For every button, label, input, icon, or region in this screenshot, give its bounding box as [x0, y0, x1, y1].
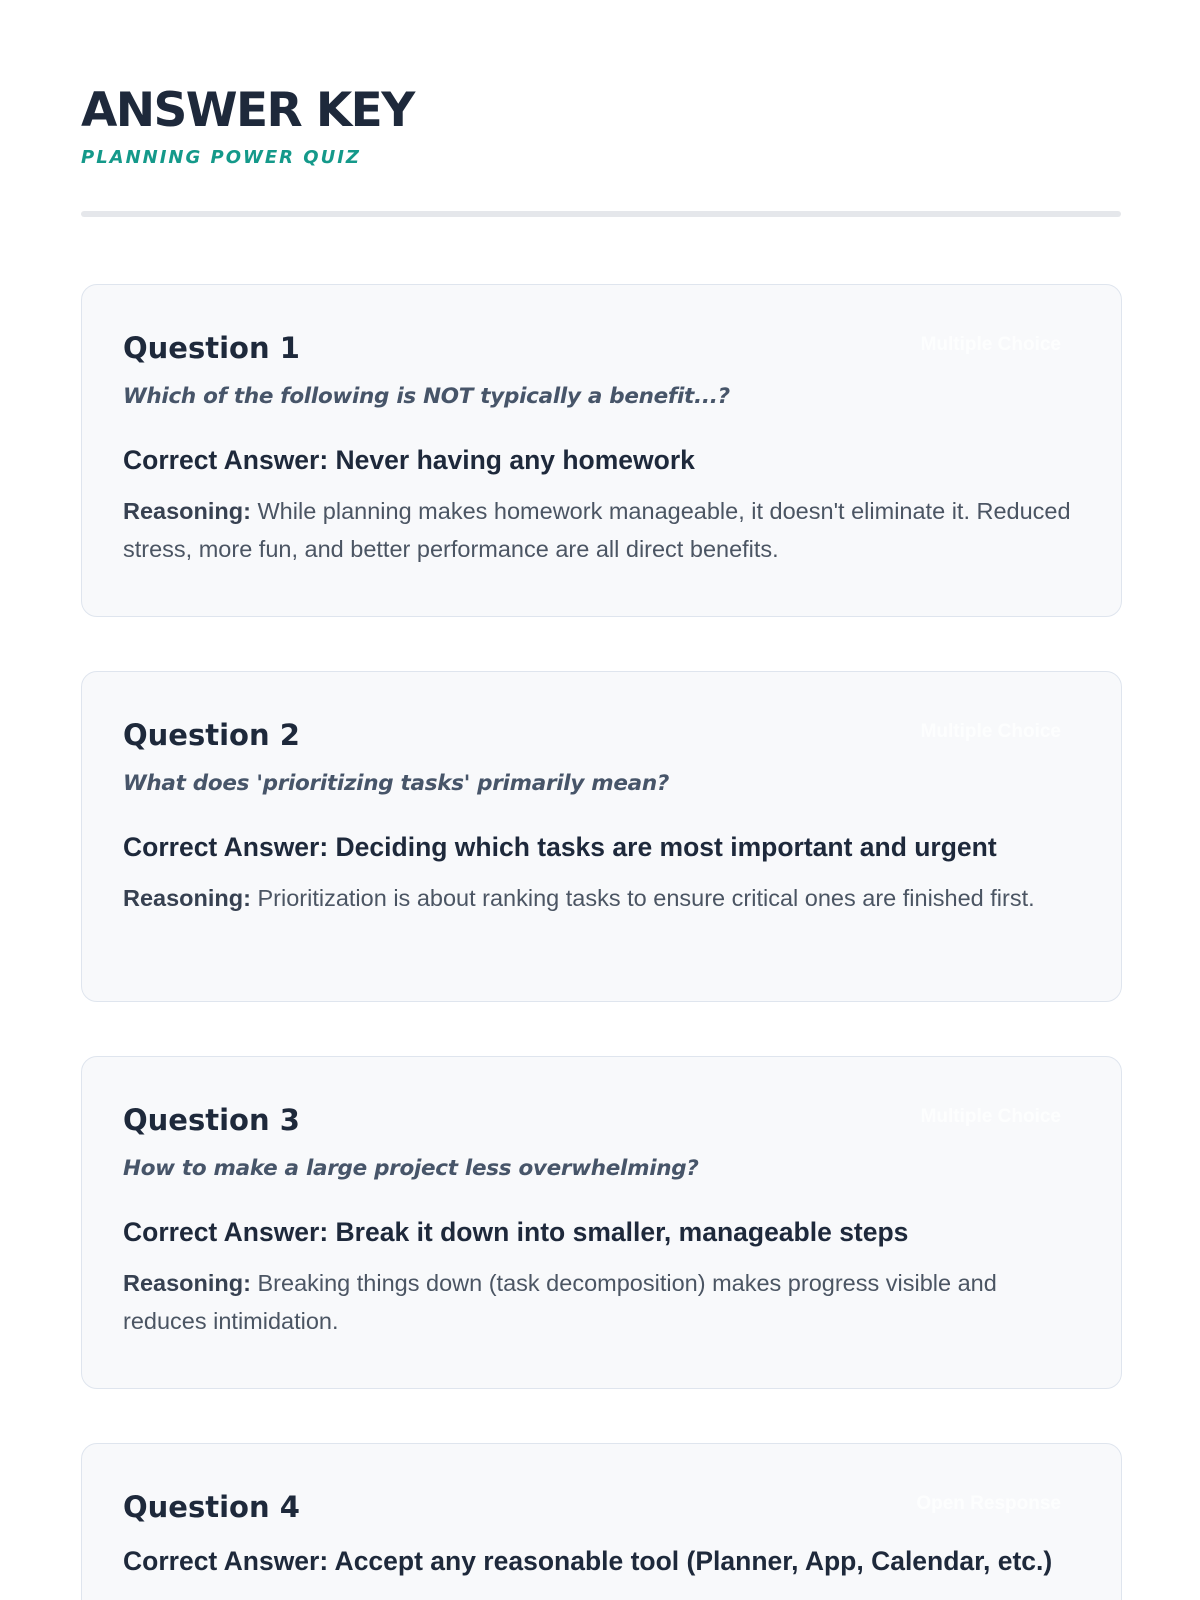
- reasoning-text: Breaking things down (task decomposition) makes progress visible and reduces intimidation.: [123, 1270, 997, 1334]
- question-text: How to make a large project less overwhelming?: [123, 1156, 699, 1181]
- question-card: [81, 671, 1122, 1002]
- question-card: [81, 1443, 1122, 1600]
- reasoning-label: Reasoning:: [123, 498, 251, 524]
- question-title: Question 2: [123, 718, 300, 752]
- reasoning: [123, 879, 1081, 917]
- page-title: ANSWER KEY: [81, 83, 414, 138]
- question-list: [81, 284, 1098, 1600]
- question-text: What does 'prioritizing tasks' primarily mean?: [123, 771, 670, 796]
- question-text: Which of the following is NOT typically a benefit...?: [123, 384, 730, 409]
- question-title: Question 4: [123, 1490, 300, 1524]
- question-title: Question 3: [123, 1103, 300, 1137]
- reasoning-text: While planning makes homework manageable, it doesn't eliminate it. Reduced stress, more fun, and better performance are all direct benefits.: [123, 498, 1071, 562]
- question-type-badge: Multiple Choice: [920, 721, 1061, 742]
- page-subtitle: PLANNING POWER QUIZ: [81, 147, 361, 168]
- question-type-badge: Multiple Choice: [920, 1106, 1061, 1127]
- question-type-badge: Open Response: [916, 1493, 1061, 1514]
- header: [81, 0, 1098, 217]
- reasoning-label: Reasoning:: [123, 1270, 251, 1296]
- question-type-badge: Multiple Choice: [920, 334, 1061, 355]
- reasoning-label: Reasoning:: [123, 885, 251, 911]
- question-title: Question 1: [123, 331, 300, 365]
- reasoning: [123, 1264, 1081, 1340]
- correct-answer: Correct Answer: Never having any homework: [123, 445, 695, 475]
- reasoning-text: Prioritization is about ranking tasks to ensure critical ones are finished first.: [250, 885, 1035, 911]
- correct-answer: Correct Answer: Deciding which tasks are most important and urgent: [123, 832, 997, 862]
- correct-answer: Correct Answer: Break it down into smaller, manageable steps: [123, 1217, 909, 1247]
- header-divider: [81, 211, 1121, 217]
- question-card: [81, 284, 1122, 617]
- question-card: [81, 1056, 1122, 1389]
- reasoning: [123, 492, 1081, 568]
- correct-answer: Correct Answer: Accept any reasonable tool (Planner, App, Calendar, etc.): [123, 1546, 1053, 1576]
